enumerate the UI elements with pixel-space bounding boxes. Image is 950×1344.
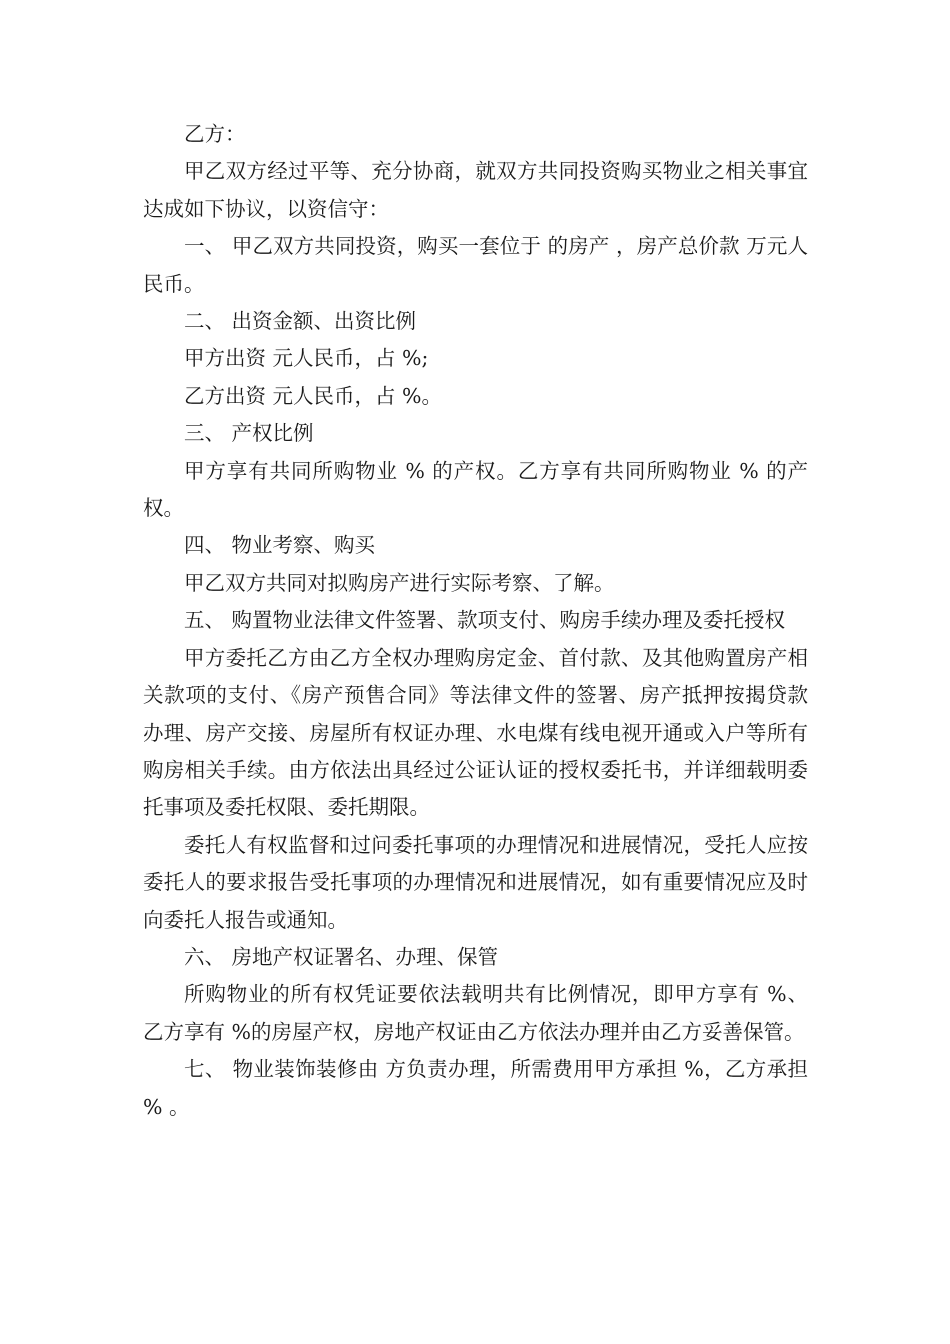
clause-5-heading: 五、 购置物业法律文件签署、款项支付、购房手续办理及委托授权 (184, 608, 786, 633)
clause-3-heading: 三、 产权比例 (184, 421, 314, 446)
preamble-paragraph: 甲乙双方经过平等、充分协商，就双方共同投资购买物业之相关事宜达成如下协议，以资信守： (143, 159, 808, 221)
clause-6-heading: 六、 房地产权证署名、办理、保管 (184, 944, 499, 969)
authorization-paragraph: 甲方委托乙方由乙方全权办理购房定金、首付款、及其他购置房产相关款项的支付、《房产预售合同》等法律文件的签署、房产抵押按揭贷款办理、房产交接、房屋所有权证办理、水电煤有线电视开通或入户等所有购房相关手续。由方依法出具经过公证认证的授权委托书，并详细载明委托事项及委托权限、委托期限。 (143, 645, 808, 820)
ownership-ratio-paragraph: 甲方享有共同所购物业 % 的产权。乙方享有共同所购物业 % 的产权。 (143, 458, 808, 521)
clause-4-heading: 四、 物业考察、购买 (184, 533, 376, 558)
party-b-contribution: 乙方出资 元人民币，占 %。 (184, 383, 443, 408)
party-b-line: 乙方： (184, 122, 246, 146)
clause-7-paragraph: 七、 物业装饰装修由 方负责办理，所需费用甲方承担 %，乙方承担 % 。 (143, 1057, 815, 1119)
title-deed-paragraph: 所购物业的所有权凭证要依法载明共有比例情况，即甲方享有 %、 乙方享有 %的房屋产权，房地产权证由乙方依法办理并由乙方妥善保管。 (143, 982, 815, 1044)
supervision-paragraph: 委托人有权监督和过问委托事项的办理情况和进展情况，受托人应按委托人的要求报告受托事项的办理情况和进展情况，如有重要情况应及时向委托人报告或通知。 (143, 832, 808, 932)
party-a-contribution: 甲方出资 元人民币，占 %; (184, 346, 429, 371)
clause-1-paragraph: 一、 甲乙双方共同投资，购买一套位于 的房产 ，房产总价款 万元人民币。 (143, 234, 808, 296)
inspection-paragraph: 甲乙双方共同对拟购房产进行实际考察、了解。 (184, 570, 615, 595)
clause-2-heading: 二、 出资金额、出资比例 (184, 309, 417, 334)
document-body (143, 116, 815, 1126)
